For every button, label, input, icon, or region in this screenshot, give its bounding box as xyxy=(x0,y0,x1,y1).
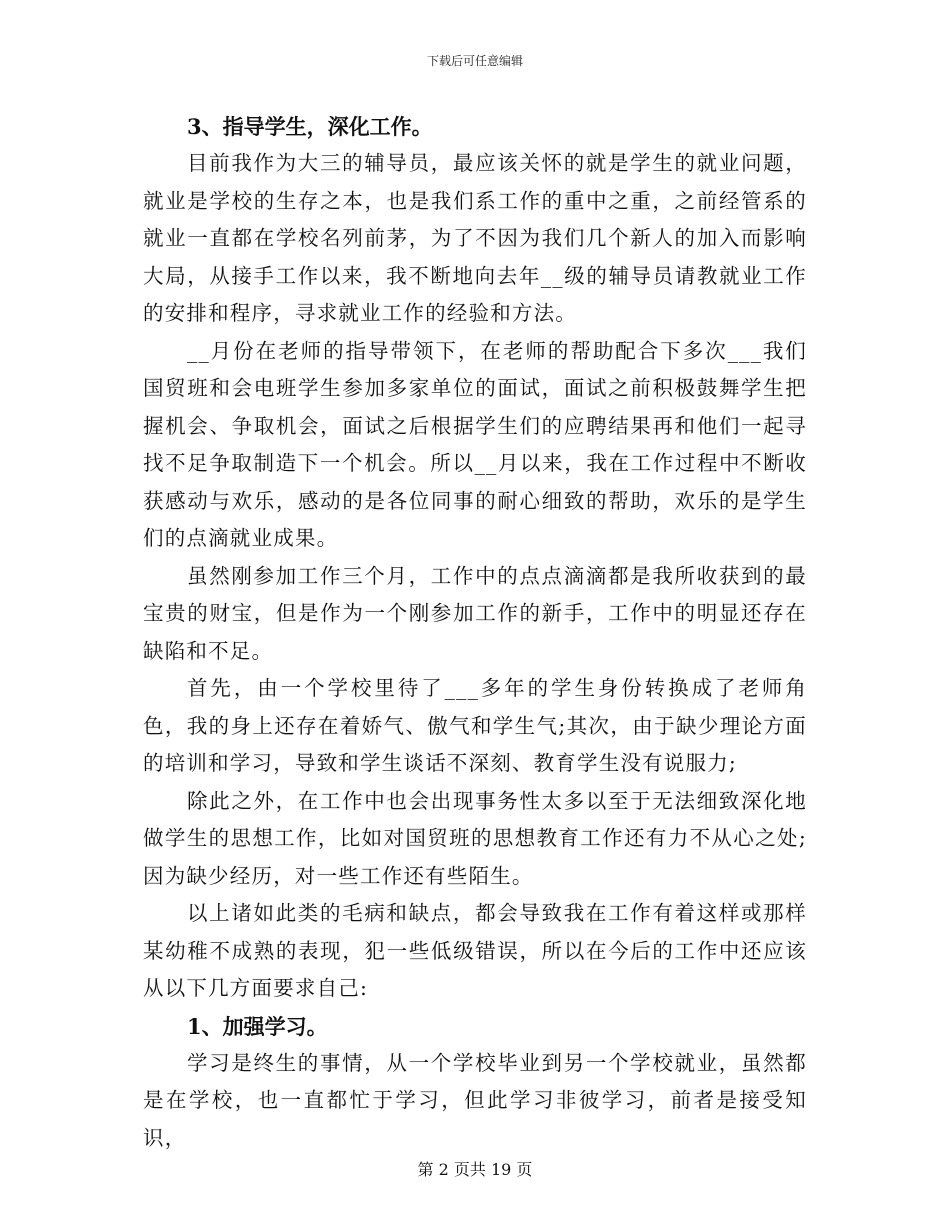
paragraph-shortcomings-intro: 虽然刚参加工作三个月，工作中的点点滴滴都是我所收获到的最宝贵的财宝，但是作为一个刚参加工作的新手，工作中的明显还存在缺陷和不足。 xyxy=(143,563,807,663)
paragraph-employment-work: 目前我作为大三的辅导员，最应该关怀的就是学生的就业问题，就业是学校的生存之本，也是我们系工作的重中之重，之前经管系的就业一直都在学校名列前茅，为了不因为我们几个新人的加入而影响大局，从接手工作以来，我不断地向去年__级的辅导员请教就业工作的安排和程序，寻求就业工作的经验和方法。 xyxy=(143,151,807,325)
document-body xyxy=(143,108,807,1157)
paragraph-first-shortcoming: 首先，由一个学校里待了___多年的学生身份转换成了老师角色，我的身上还存在着娇气、傲气和学生气;其次，由于缺少理论方面的培训和学习，导致和学生谈话不深刻、教育学生没有说服力; xyxy=(143,676,807,775)
section-heading-guide-students: 3、指导学生，深化工作。 xyxy=(187,114,433,139)
paragraph-interview-guidance: __月份在老师的指导带领下，在老师的帮助配合下多次___我们国贸班和会电班学生参加多家单位的面试，面试之前积极鼓舞学生把握机会、争取机会，面试之后根据学生们的应聘结果再和他们一起寻找不足争取制造下一个机会。所以__月以来，我在工作过程中不断收获感动与欢乐，感动的是各位同事的耐心细致的帮助，欢乐的是学生们的点滴就业成果。 xyxy=(143,338,807,550)
page-number-footer: 第 2 页共 19 页 xyxy=(417,1160,533,1179)
paragraph-lifelong-learning: 学习是终生的事情，从一个学校毕业到另一个学校就业，虽然都是在学校，也一直都忙于学习，但此学习非彼学习，前者是接受知识， xyxy=(143,1050,807,1150)
section-heading-strengthen-learning: 1、加强学习。 xyxy=(187,1013,328,1039)
paragraph-self-requirements: 以上诸如此类的毛病和缺点，都会导致我在工作有着这样或那样某幼稚不成熟的表现，犯一些低级错误，所以在今后的工作中还应该从以下几方面要求自己: xyxy=(143,901,807,1000)
page-header: 下载后可任意编辑 xyxy=(426,54,523,68)
paragraph-other-shortcomings: 除此之外，在工作中也会出现事务性太多以至于无法细致深化地做学生的思想工作，比如对国贸班的思想教育工作还有力不从心之处;因为缺少经历，对一些工作还有些陌生。 xyxy=(143,788,807,888)
